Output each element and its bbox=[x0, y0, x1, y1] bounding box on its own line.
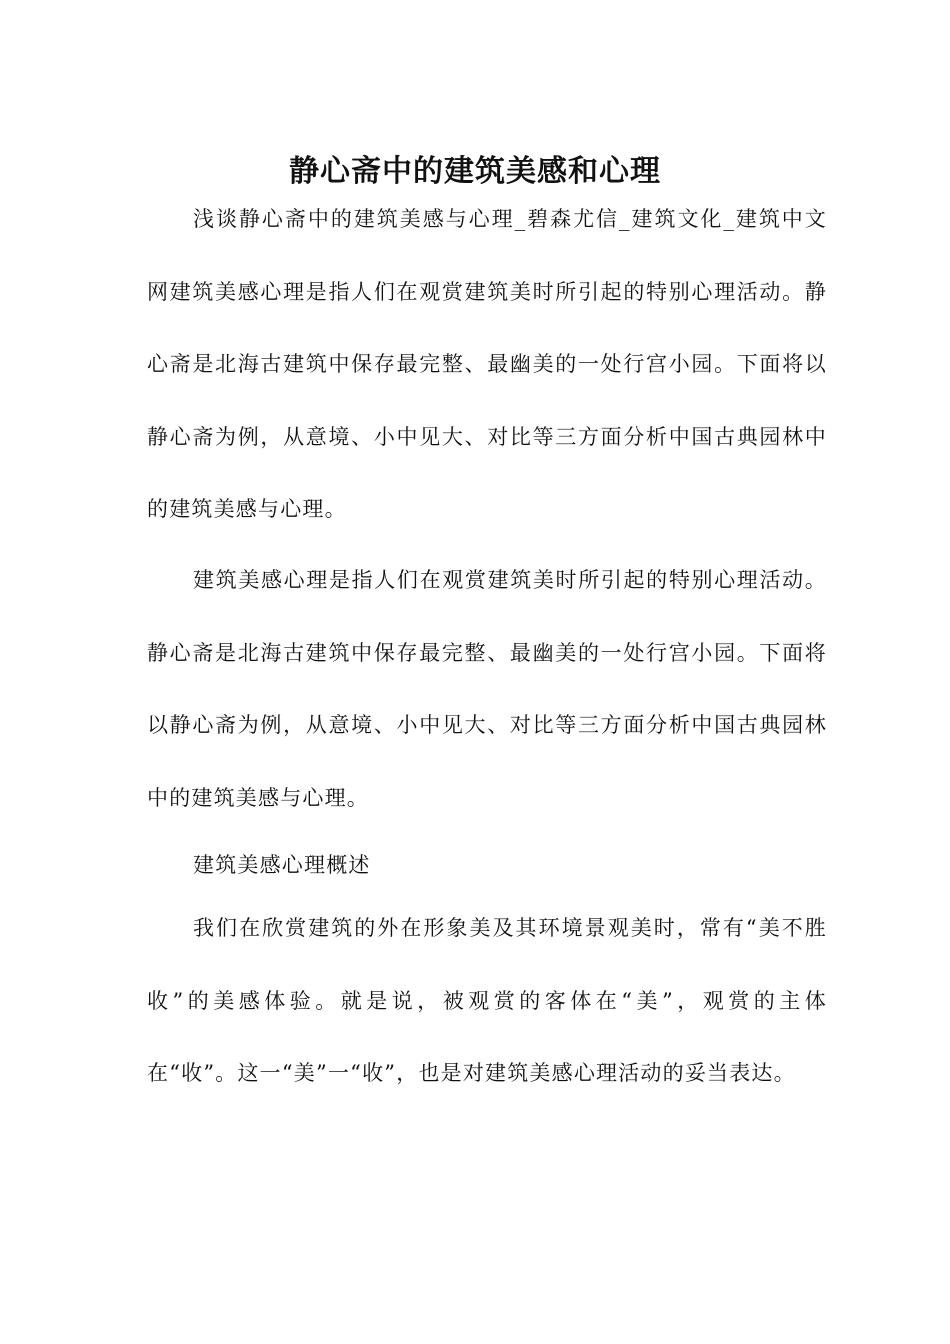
body-paragraph-2: 建筑美感心理是指人们在观赏建筑美时所引起的特别心理活动。静心斋是北海古建筑中保存最完整、最幽美的一处行宫小园。下面将以静心斋为例，从意境、小中见大、对比等三方面分析中国古典园林中的建筑美感与心理。 bbox=[147, 568, 827, 810]
body-paragraph-1: 浅谈静心斋中的建筑美感与心理_碧森尤信_建筑文化_建筑中文网建筑美感心理是指人们在观赏建筑美时所引起的特别心理活动。静心斋是北海古建筑中保存最完整、最幽美的一处行宫小园。下面将以静心斋为例，从意境、小中见大、对比等三方面分析中国古典园林中的建筑美感与心理。 bbox=[147, 207, 827, 521]
document-title: 静心斋中的建筑美感和心理 bbox=[289, 154, 661, 190]
section-paragraph: 我们在欣赏建筑的外在形象美及其环境景观美时，常有“美不胜收”的美感体验。就是说，被观赏的客体在“美”，观赏的主体在“收”。这一“美”一“收”，也是对建筑美感心理活动的妥当表达。 bbox=[147, 916, 827, 1085]
section-heading: 建筑美感心理概述 bbox=[193, 853, 371, 877]
